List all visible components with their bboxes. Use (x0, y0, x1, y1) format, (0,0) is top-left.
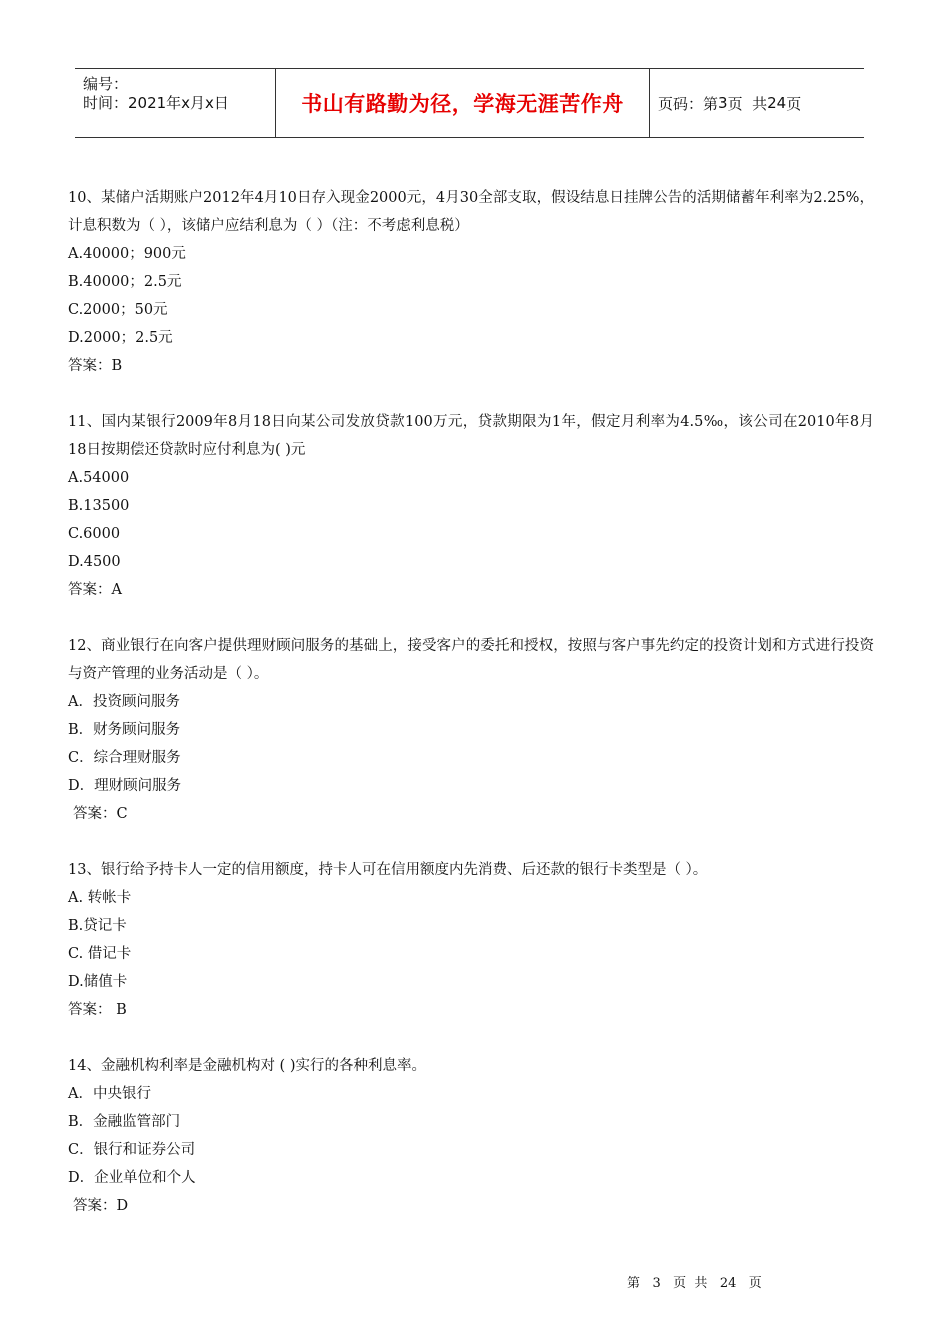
footer-page-number: 3 (652, 1276, 661, 1291)
question-12 (68, 632, 874, 828)
code-label: 编号： (83, 75, 129, 93)
option-a: A.40000；900元 (68, 246, 186, 262)
answer: 答案：C (73, 806, 128, 822)
page-label: 页码：第 (658, 94, 719, 113)
answer: 答案：D (73, 1198, 129, 1214)
footer-total: 24 (719, 1276, 737, 1291)
footer-suffix: 页 (748, 1276, 762, 1291)
page-mid-label: 页 共 (727, 94, 768, 113)
option-d: D.2000；2.5元 (68, 330, 173, 346)
page-footer (627, 1272, 762, 1291)
option-b: B.贷记卡 (68, 918, 127, 934)
option-a: A．投资顾问服务 (68, 694, 180, 710)
question-stem: 12、商业银行在向客户提供理财顾问服务的基础上，接受客户的委托和授权，按照与客户事先约定的投资计划和方式进行投资与资产管理的业务活动是（ ）。 (68, 638, 874, 682)
option-c: C.6000 (68, 526, 121, 542)
option-c: C．综合理财服务 (68, 750, 181, 766)
question-stem: 14、金融机构利率是金融机构对 ( )实行的各种利息率。 (68, 1058, 426, 1074)
header-info-cell (75, 69, 276, 137)
question-stem: 10、某储户活期账户2012年4月10日存入现金2000元，4月30全部支取，假设结息日挂牌公告的活期储蓄年利率为2.25%，计息积数为（ ），该储户应结利息为（ ）（注：不考虑利息税） (68, 190, 874, 234)
motto: 书山有路勤为径，学海无涯苦作舟 (301, 92, 624, 116)
answer: 答案：A (68, 582, 122, 598)
option-a: A.54000 (68, 470, 130, 486)
option-d: D．企业单位和个人 (68, 1170, 196, 1186)
answer: 答案： B (68, 1002, 127, 1018)
option-a: A．中央银行 (68, 1086, 151, 1102)
option-a: A. 转帐卡 (68, 890, 132, 906)
time-label: 时间：2021年x月x日 (83, 94, 229, 112)
question-10 (68, 184, 874, 380)
option-b: B.13500 (68, 498, 130, 514)
header-page-cell (650, 69, 864, 137)
option-d: D.储值卡 (68, 974, 128, 990)
question-stem: 13、银行给予持卡人一定的信用额度，持卡人可在信用额度内先消费、后还款的银行卡类型是（ ）。 (68, 862, 708, 878)
option-b: B．财务顾问服务 (68, 722, 181, 738)
header-motto-cell (276, 69, 650, 137)
question-14 (68, 1052, 874, 1220)
question-list (68, 184, 874, 1248)
question-11 (68, 408, 874, 604)
footer-prefix: 第 (627, 1276, 641, 1291)
page-header (75, 68, 864, 138)
option-b: B．金融监管部门 (68, 1114, 181, 1130)
option-d: D．理财顾问服务 (68, 778, 182, 794)
option-b: B.40000；2.5元 (68, 274, 182, 290)
page-number: 3 (718, 94, 728, 112)
question-13 (68, 856, 874, 1024)
answer: 答案：B (68, 358, 123, 374)
question-stem: 11、国内某银行2009年8月18日向某公司发放贷款100万元，贷款期限为1年，假定月利率为4.5‰，该公司在2010年8月18日按期偿还贷款时应付利息为( )元 (68, 414, 874, 458)
page-total: 24 (767, 94, 787, 112)
option-c: C.2000；50元 (68, 302, 168, 318)
option-d: D.4500 (68, 554, 121, 570)
footer-mid: 页 共 (673, 1276, 708, 1291)
option-c: C. 借记卡 (68, 946, 132, 962)
option-c: C．银行和证券公司 (68, 1142, 196, 1158)
page-end-label: 页 (786, 94, 802, 113)
